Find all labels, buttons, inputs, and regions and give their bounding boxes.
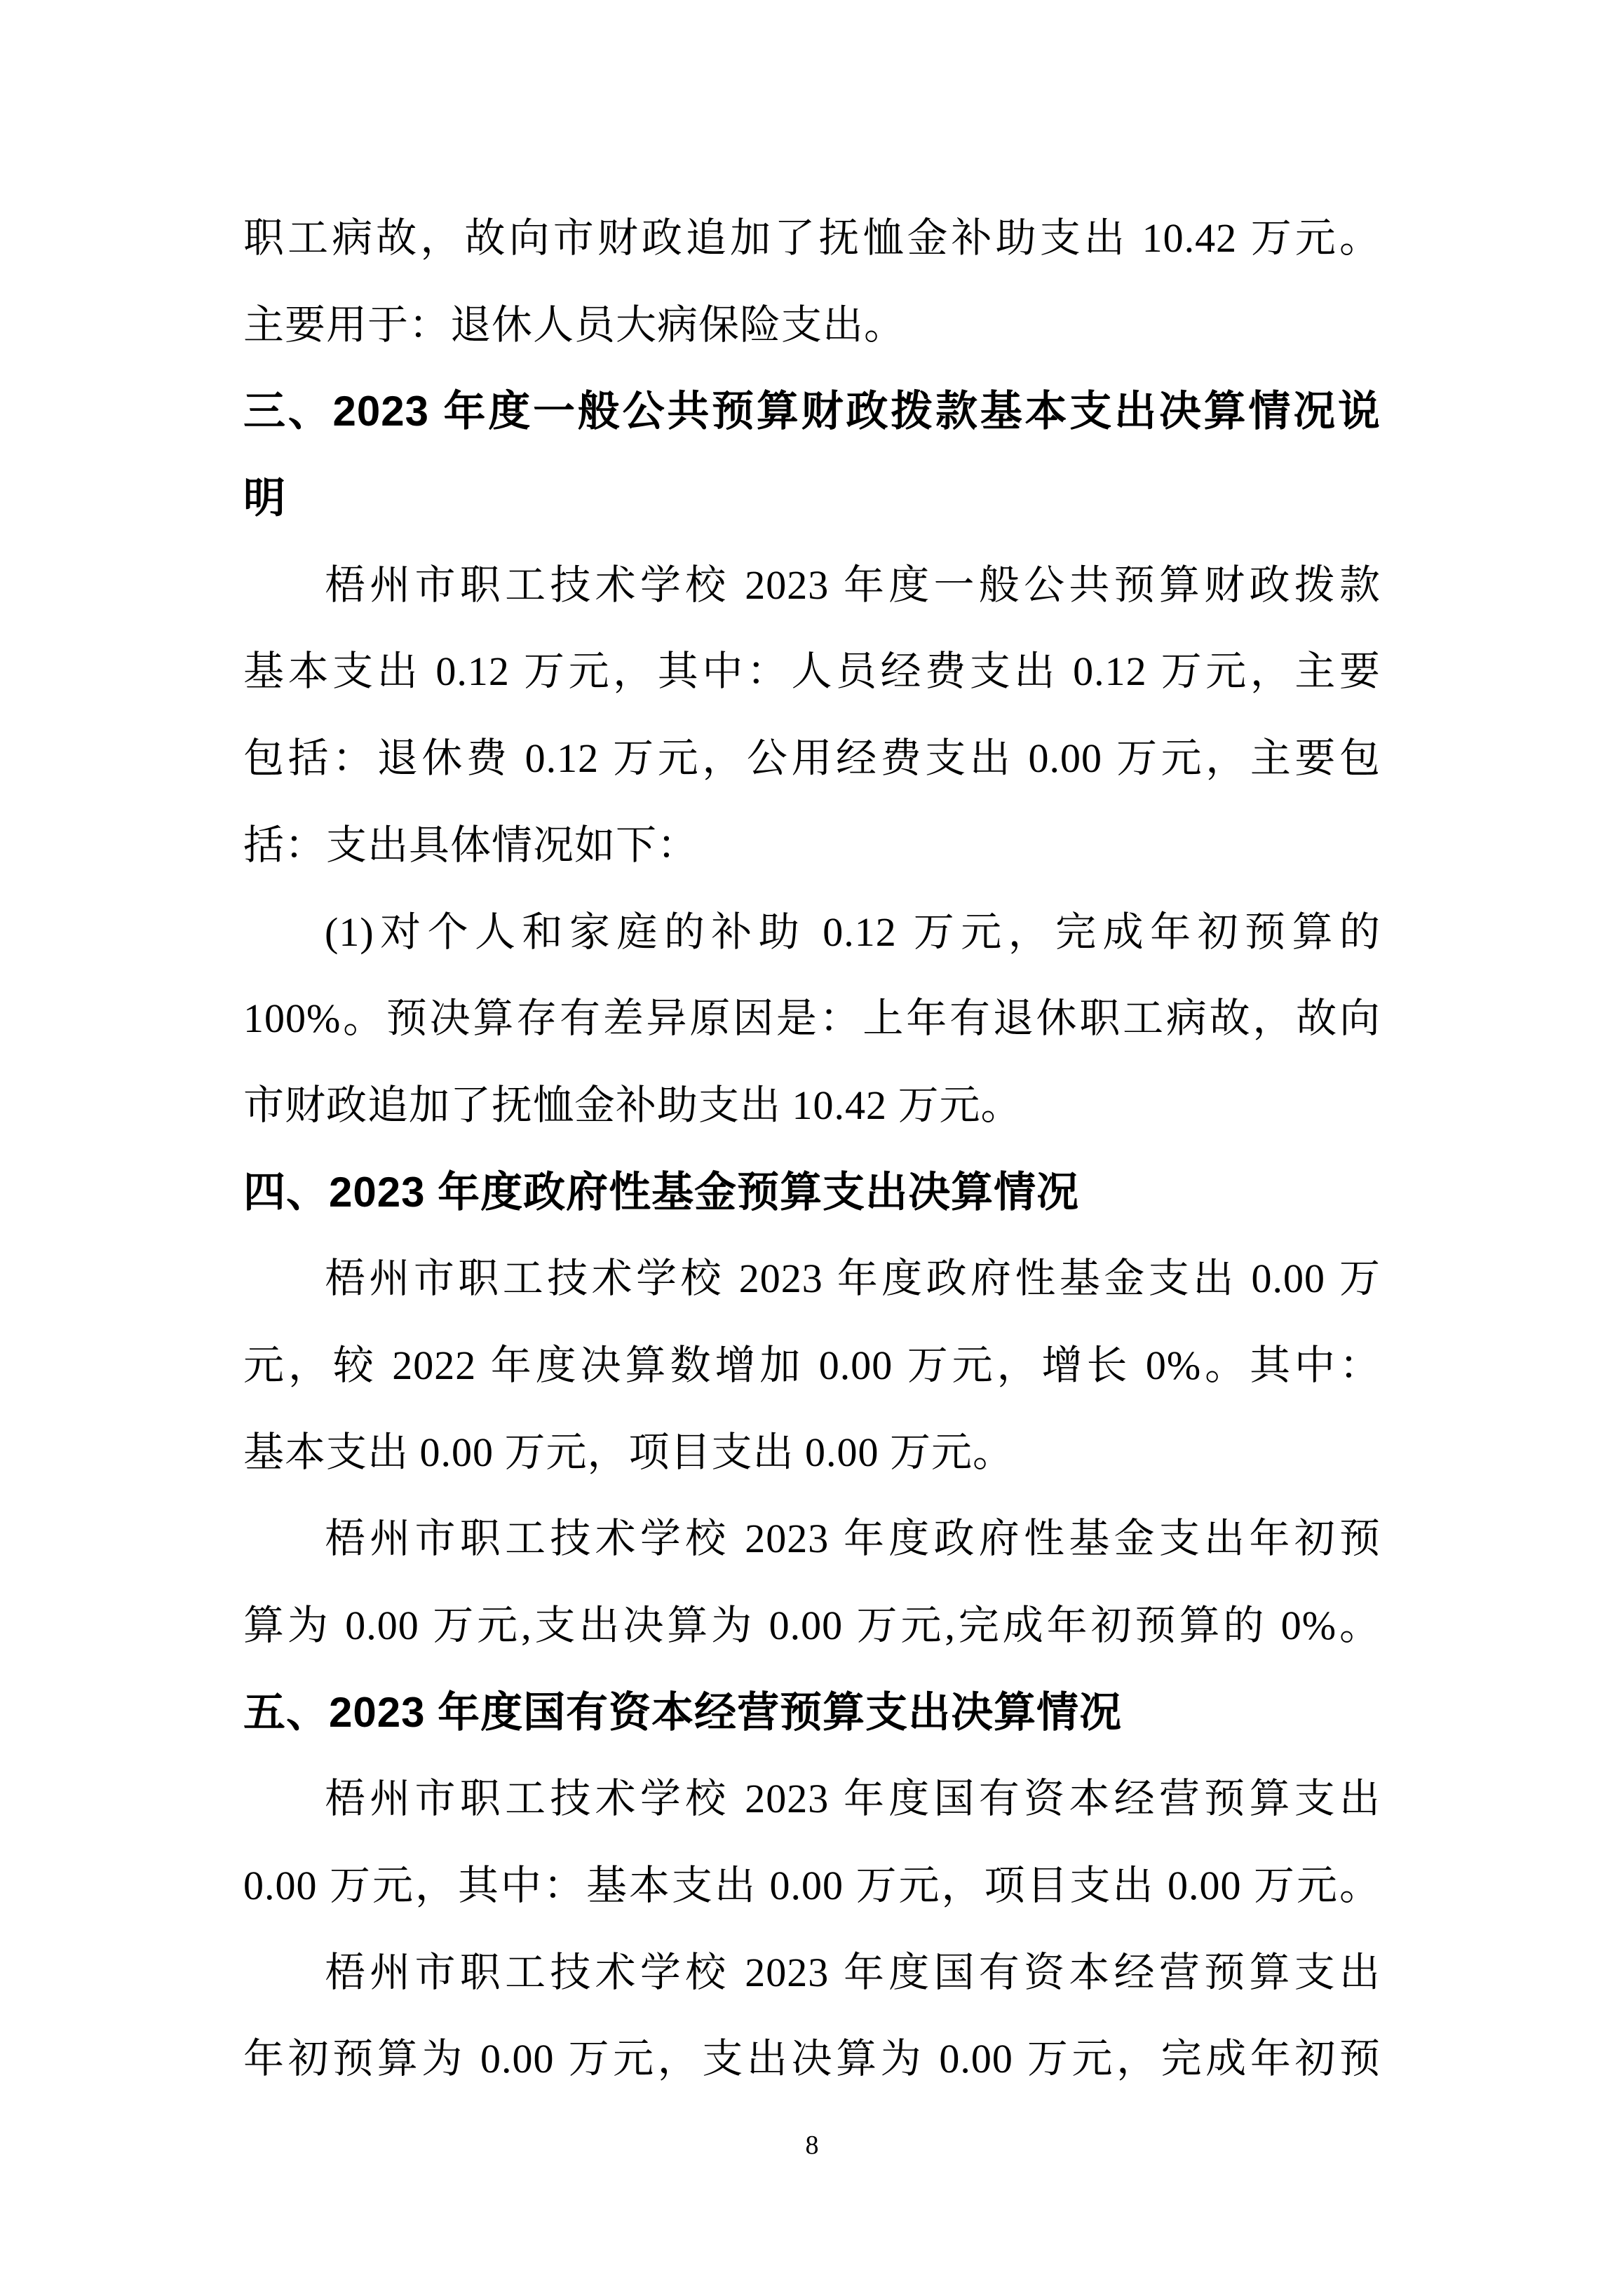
body-text-line: 梧州市职工技术学校 2023 年度政府性基金支出 0.00 万 bbox=[325, 1256, 1381, 1302]
body-text-line: 元，较 2022 年度决算数增加 0.00 万元，增长 0%。其中： bbox=[243, 1342, 1381, 1388]
heading-line: 四、2023 年度政府性基金预算支出决算情况 bbox=[243, 1168, 1080, 1216]
body-text-line: 梧州市职工技术学校 2023 年度一般公共预算财政拨款 bbox=[325, 562, 1381, 608]
body-text-line: 0.00 万元，其中：基本支出 0.00 万元，项目支出 0.00 万元。 bbox=[243, 1863, 1381, 1909]
page-number: 8 bbox=[805, 2131, 819, 2160]
body-text-line: 主要用于：退休人员大病保险支出。 bbox=[243, 301, 906, 348]
body-text-line: 职工病故，故向市财政追加了抚恤金补助支出 10.42 万元。 bbox=[243, 215, 1381, 261]
body-text-line: 基本支出 0.12 万元，其中：人员经费支出 0.12 万元，主要 bbox=[243, 648, 1381, 695]
body-text-line: 梧州市职工技术学校 2023 年度政府性基金支出年初预 bbox=[325, 1516, 1381, 1562]
body-text-line: (1)对个人和家庭的补助 0.12 万元，完成年初预算的 bbox=[325, 909, 1381, 955]
body-text-line: 梧州市职工技术学校 2023 年度国有资本经营预算支出 bbox=[325, 1776, 1381, 1822]
body-text-line: 100%。预决算存有差异原因是：上年有退休职工病故，故向 bbox=[243, 996, 1381, 1042]
body-text-line: 包括：退休费 0.12 万元，公用经费支出 0.00 万元，主要包 bbox=[243, 735, 1381, 782]
heading-line: 明 bbox=[243, 475, 286, 522]
body-text-line: 梧州市职工技术学校 2023 年度国有资本经营预算支出 bbox=[325, 1949, 1381, 1995]
body-text-line: 基本支出 0.00 万元，项目支出 0.00 万元。 bbox=[243, 1429, 1015, 1475]
body-text-line: 市财政追加了抚恤金补助支出 10.42 万元。 bbox=[243, 1082, 1022, 1128]
body-text-line: 括：支出具体情况如下： bbox=[243, 822, 699, 868]
document-body bbox=[243, 195, 1381, 2103]
heading-line: 三、2023 年度一般公共预算财政拨款基本支出决算情况说 bbox=[243, 388, 1381, 435]
body-text-line: 年初预算为 0.00 万元，支出决算为 0.00 万元，完成年初预 bbox=[243, 2036, 1381, 2082]
heading-line: 五、2023 年度国有资本经营预算支出决算情况 bbox=[243, 1688, 1123, 1736]
body-text-line: 算为 0.00 万元,支出决算为 0.00 万元,完成年初预算的 0%。 bbox=[243, 1603, 1381, 1648]
